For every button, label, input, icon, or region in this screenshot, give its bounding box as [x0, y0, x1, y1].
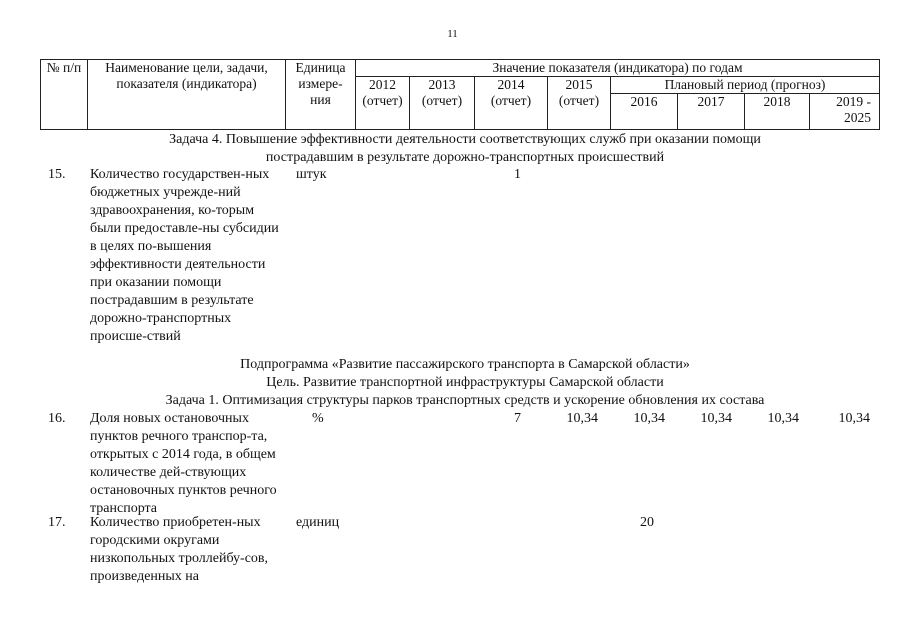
header-year-2016: 2016 — [611, 94, 678, 130]
row17-unit: единиц — [296, 515, 340, 530]
row15-value-2014: 1 — [514, 167, 521, 182]
goal-heading: Цель. Развитие транспортной инфраструктуры Самарской области — [266, 375, 664, 390]
row16-unit: % — [312, 411, 324, 426]
row16-value-2018: 10,34 — [767, 411, 799, 426]
header-year-2019-2025: 2019 - 2025 — [810, 94, 880, 130]
header-values-title: Значение показателя (индикатора) по годам — [356, 60, 880, 77]
task4-heading-line1: Задача 4. Повышение эффективности деятельности соответствующих служб при оказании помощи — [169, 132, 761, 147]
task4-heading-line2: пострадавшим в результате дорожно-транспортных происшествий — [265, 150, 665, 165]
row17-num: 17. — [48, 515, 66, 530]
row16-value-2015: 10,34 — [566, 411, 598, 426]
row15-unit: штук — [296, 167, 327, 182]
task1-heading: Задача 1. Оптимизация структуры парков транспортных средств и ускорение обновления их состава — [165, 393, 765, 408]
row16-value-2014: 7 — [514, 411, 521, 426]
row16-value-2016: 10,34 — [633, 411, 665, 426]
header-year-2012: 2012 (отчет) — [356, 77, 410, 130]
row17-value-2016: 20 — [640, 515, 654, 530]
header-year-2014: 2014 (отчет) — [475, 77, 548, 130]
header-year-2018: 2018 — [745, 94, 810, 130]
row15-name: Количество государствен-ных бюджетных учрежде-ний здравоохранения, ко-торым были предоставле-ны субсидии в целях по-вышения эффективности деятельности при оказании помощи пострадавшим в результате дорожно-транспортных происше-ствий — [90, 167, 279, 344]
row17-name: Количество приобретен-ных городскими округами низкопольных троллейбу-сов, произведенных на — [90, 515, 269, 584]
row16-num: 16. — [48, 411, 66, 426]
page-number: 11 — [447, 28, 458, 40]
row16-value-2017: 10,34 — [700, 411, 732, 426]
header-year-2017: 2017 — [678, 94, 745, 130]
indicator-table-header — [40, 59, 880, 130]
row16-name: Доля новых остановочных пунктов речного транспор-та, открытых с 2014 года, в общем количестве дей-ствующих остановочных пунктов речного транспорта — [90, 411, 277, 516]
header-year-2013: 2013 (отчет) — [410, 77, 475, 130]
header-planned-period: Плановый период (прогноз) — [611, 77, 880, 94]
header-num: № п/п — [41, 60, 88, 130]
header-year-2015: 2015 (отчет) — [548, 77, 611, 130]
header-unit: Единица измере-ния — [286, 60, 356, 130]
row15-num: 15. — [48, 167, 66, 182]
subprogram-heading: Подпрограмма «Развитие пассажирского транспорта в Самарской области» — [240, 357, 690, 372]
row16-value-2019-2025: 10,34 — [838, 411, 870, 426]
header-name: Наименование цели, задачи, показателя (индикатора) — [88, 60, 286, 130]
